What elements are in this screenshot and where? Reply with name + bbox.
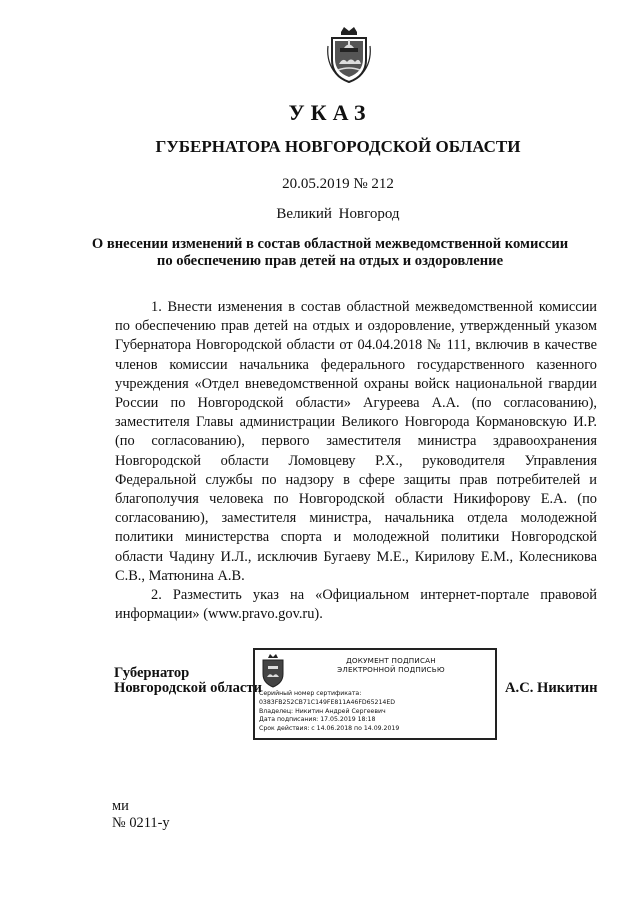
signatory-name: А.С. Никитин <box>505 680 598 696</box>
document-subject <box>70 236 590 270</box>
stamp-coat-of-arms-icon <box>260 654 286 688</box>
coat-of-arms-icon <box>326 26 372 84</box>
paragraph-2: 2. Разместить указ на «Официальном интернет-портале правовой информации» (www.pravo.gov.ru). <box>115 587 597 623</box>
stamp-heading-line-1: ДОКУМЕНТ ПОДПИСАН <box>346 656 436 665</box>
paragraph-1: 1. Внести изменения в состав областной межведомственной комиссии по обеспечению прав детей на отдых и оздоровление, утвержденный указом Губернатора Новгородской области от 04.04.2018 № 111, включив в качестве членов комиссии начальника федерального государственного казенного учреждения «Отдел вневедомственной охраны войск национальной гвардии России по Новгородской области» Агуреева А.А. (по согласованию), заместителя Главы администрации Великого Новгорода Кормановскую И.Р. (по согласованию), первого заместителя министра здравоохранения Новгородской области Ломовцеву Р.Х., руководителя Управления Федеральной службы по надзору в сфере защиты прав потребителей и благополучия человека по Новгородской области Никифорову Е.А. (по согласованию), заместителя министра, начальника отдела молодежной политики министерства спорта и молодежной политики Новгородской области Чадину И.Л., исключив Бугаеву М.Е., Кирилову Е.М., Колесникова С.В., Матюнина А.В. <box>115 299 597 584</box>
executor-initials: ми <box>112 798 129 814</box>
issuer-title: ГУБЕРНАТОРА НОВГОРОДСКОЙ ОБЛАСТИ <box>155 137 521 156</box>
position-line-2: Новгородской области <box>114 680 262 696</box>
registration-number: № 0211-у <box>112 815 170 831</box>
stamp-cert-label: Серийный номер сертификата: <box>259 690 362 697</box>
subject-line-1: О внесении изменений в состав областной межведомственной комиссии <box>91 236 569 252</box>
stamp-validity: Срок действия: с 14.06.2018 по 14.09.2019 <box>259 725 400 733</box>
stamp-owner: Владелец: Никитин Андрей Сергеевич <box>259 707 386 715</box>
position-line-1: Губернатор <box>114 665 190 681</box>
subject-line-2: по обеспечению прав детей на отдых и оздоровление <box>156 253 504 269</box>
document-type-title: УКАЗ <box>288 100 372 125</box>
stamp-details <box>259 690 399 734</box>
stamp-heading-line-2: ЭЛЕКТРОННОЙ ПОДПИСЬЮ <box>337 665 445 674</box>
electronic-signature-stamp <box>253 648 497 740</box>
stamp-signed-date: Дата подписания: 17.05.2019 18:18 <box>259 716 376 724</box>
stamp-heading <box>291 656 491 674</box>
document-footer <box>112 798 170 832</box>
document-body <box>115 298 597 624</box>
stamp-cert-number: 0383FB252CB71C149FE811A46FD65214ED <box>259 698 395 706</box>
signatory-position <box>114 666 262 696</box>
date-number: 20.05.2019 № 212 <box>282 176 394 192</box>
city: Великий Новгород <box>276 206 400 222</box>
